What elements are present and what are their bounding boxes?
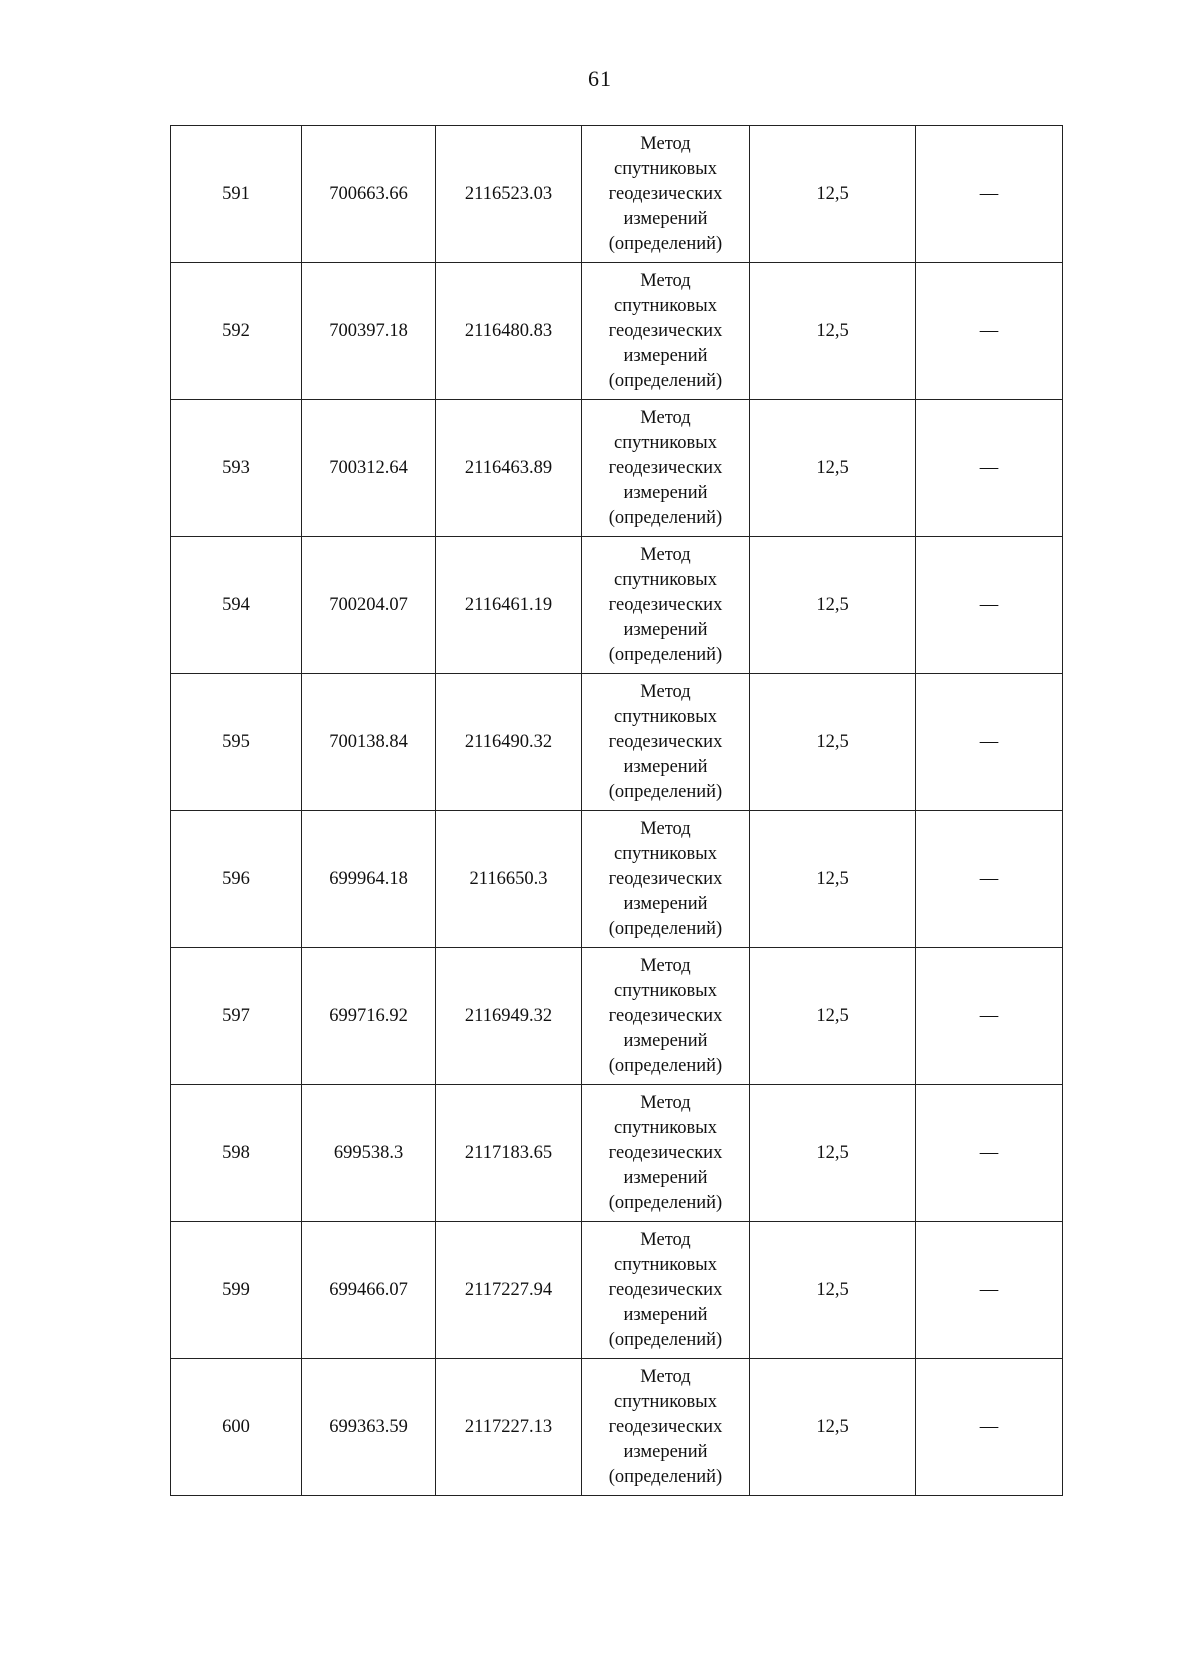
method-text-line: Метод [640, 407, 691, 428]
y-coordinate-cell: 2116461.19 [436, 537, 582, 674]
dash-cell: — [916, 811, 1063, 948]
table-row [171, 811, 1063, 948]
dash-cell: — [916, 263, 1063, 400]
accuracy-cell: 12,5 [750, 1085, 916, 1222]
accuracy-cell: 12,5 [750, 1359, 916, 1496]
y-coordinate-cell: 2116949.32 [436, 948, 582, 1085]
method-text-line: (определений) [608, 233, 723, 254]
method-cell [582, 811, 750, 948]
x-coordinate-cell: 700138.84 [302, 674, 436, 811]
method-text-line: геодезических [608, 183, 723, 204]
accuracy-cell: 12,5 [750, 126, 916, 263]
dash-cell: — [916, 126, 1063, 263]
table-body [171, 126, 1063, 1496]
point-number-cell: 592 [171, 263, 302, 400]
method-text-line: спутниковых [614, 1117, 717, 1138]
method-text-line: измерений [623, 1030, 708, 1051]
dash-cell: — [916, 1222, 1063, 1359]
method-text-line: спутниковых [614, 1254, 717, 1275]
point-number-cell: 595 [171, 674, 302, 811]
method-text-line: Метод [640, 1366, 691, 1387]
accuracy-cell: 12,5 [750, 537, 916, 674]
point-number-cell: 600 [171, 1359, 302, 1496]
method-text-line: геодезических [608, 868, 723, 889]
method-text-line: измерений [623, 756, 708, 777]
y-coordinate-cell: 2116490.32 [436, 674, 582, 811]
method-text-line: Метод [640, 1092, 691, 1113]
method-text-line: измерений [623, 619, 708, 640]
method-text-line: Метод [640, 955, 691, 976]
y-coordinate-cell: 2116523.03 [436, 126, 582, 263]
table-row [171, 263, 1063, 400]
method-text-line: (определений) [608, 370, 723, 391]
dash-cell: — [916, 1085, 1063, 1222]
method-text-line: геодезических [608, 320, 723, 341]
method-text-line: геодезических [608, 731, 723, 752]
method-cell [582, 126, 750, 263]
method-text-line: Метод [640, 544, 691, 565]
method-text-line: спутниковых [614, 432, 717, 453]
table-row [171, 126, 1063, 263]
dash-cell: — [916, 674, 1063, 811]
method-text-line: геодезических [608, 594, 723, 615]
x-coordinate-cell: 699538.3 [302, 1085, 436, 1222]
method-text-line: спутниковых [614, 843, 717, 864]
y-coordinate-cell: 2117183.65 [436, 1085, 582, 1222]
method-text-line: геодезических [608, 1416, 723, 1437]
table-row [171, 400, 1063, 537]
x-coordinate-cell: 699964.18 [302, 811, 436, 948]
method-text-line: геодезических [608, 1142, 723, 1163]
method-text-line: измерений [623, 1167, 708, 1188]
method-cell [582, 263, 750, 400]
x-coordinate-cell: 700663.66 [302, 126, 436, 263]
method-text-line: Метод [640, 270, 691, 291]
method-text-line: геодезических [608, 1279, 723, 1300]
coordinates-table [170, 125, 1063, 1496]
x-coordinate-cell: 700312.64 [302, 400, 436, 537]
method-text-line: измерений [623, 482, 708, 503]
method-text-line: (определений) [608, 1466, 723, 1487]
method-cell [582, 948, 750, 1085]
method-text-line: спутниковых [614, 295, 717, 316]
accuracy-cell: 12,5 [750, 1222, 916, 1359]
point-number-cell: 591 [171, 126, 302, 263]
dash-cell: — [916, 537, 1063, 674]
y-coordinate-cell: 2116463.89 [436, 400, 582, 537]
page-number: 61 [588, 66, 612, 91]
method-cell [582, 400, 750, 537]
accuracy-cell: 12,5 [750, 948, 916, 1085]
method-text-line: измерений [623, 893, 708, 914]
method-text-line: геодезических [608, 1005, 723, 1026]
point-number-cell: 594 [171, 537, 302, 674]
y-coordinate-cell: 2116650.3 [436, 811, 582, 948]
method-text-line: измерений [623, 345, 708, 366]
table-row [171, 537, 1063, 674]
method-text-line: измерений [623, 208, 708, 229]
x-coordinate-cell: 699466.07 [302, 1222, 436, 1359]
method-text-line: (определений) [608, 918, 723, 939]
y-coordinate-cell: 2117227.13 [436, 1359, 582, 1496]
method-text-line: (определений) [608, 1329, 723, 1350]
method-cell [582, 1359, 750, 1496]
method-text-line: измерений [623, 1441, 708, 1462]
x-coordinate-cell: 700204.07 [302, 537, 436, 674]
method-text-line: спутниковых [614, 569, 717, 590]
method-text-line: спутниковых [614, 158, 717, 179]
method-text-line: Метод [640, 681, 691, 702]
point-number-cell: 598 [171, 1085, 302, 1222]
y-coordinate-cell: 2116480.83 [436, 263, 582, 400]
table-row [171, 1222, 1063, 1359]
method-text-line: спутниковых [614, 1391, 717, 1412]
accuracy-cell: 12,5 [750, 674, 916, 811]
dash-cell: — [916, 1359, 1063, 1496]
method-text-line: (определений) [608, 781, 723, 802]
method-text-line: измерений [623, 1304, 708, 1325]
dash-cell: — [916, 948, 1063, 1085]
method-text-line: Метод [640, 133, 691, 154]
method-cell [582, 537, 750, 674]
method-cell [582, 1222, 750, 1359]
method-text-line: спутниковых [614, 706, 717, 727]
method-text-line: (определений) [608, 507, 723, 528]
accuracy-cell: 12,5 [750, 263, 916, 400]
x-coordinate-cell: 699716.92 [302, 948, 436, 1085]
point-number-cell: 599 [171, 1222, 302, 1359]
table-row [171, 1359, 1063, 1496]
table-row [171, 1085, 1063, 1222]
method-cell [582, 674, 750, 811]
method-cell [582, 1085, 750, 1222]
table-row [171, 674, 1063, 811]
point-number-cell: 596 [171, 811, 302, 948]
point-number-cell: 597 [171, 948, 302, 1085]
accuracy-cell: 12,5 [750, 811, 916, 948]
method-text-line: Метод [640, 818, 691, 839]
method-text-line: спутниковых [614, 980, 717, 1001]
method-text-line: (определений) [608, 644, 723, 665]
method-text-line: Метод [640, 1229, 691, 1250]
table-row [171, 948, 1063, 1085]
y-coordinate-cell: 2117227.94 [436, 1222, 582, 1359]
point-number-cell: 593 [171, 400, 302, 537]
dash-cell: — [916, 400, 1063, 537]
method-text-line: геодезических [608, 457, 723, 478]
x-coordinate-cell: 699363.59 [302, 1359, 436, 1496]
accuracy-cell: 12,5 [750, 400, 916, 537]
method-text-line: (определений) [608, 1192, 723, 1213]
x-coordinate-cell: 700397.18 [302, 263, 436, 400]
method-text-line: (определений) [608, 1055, 723, 1076]
